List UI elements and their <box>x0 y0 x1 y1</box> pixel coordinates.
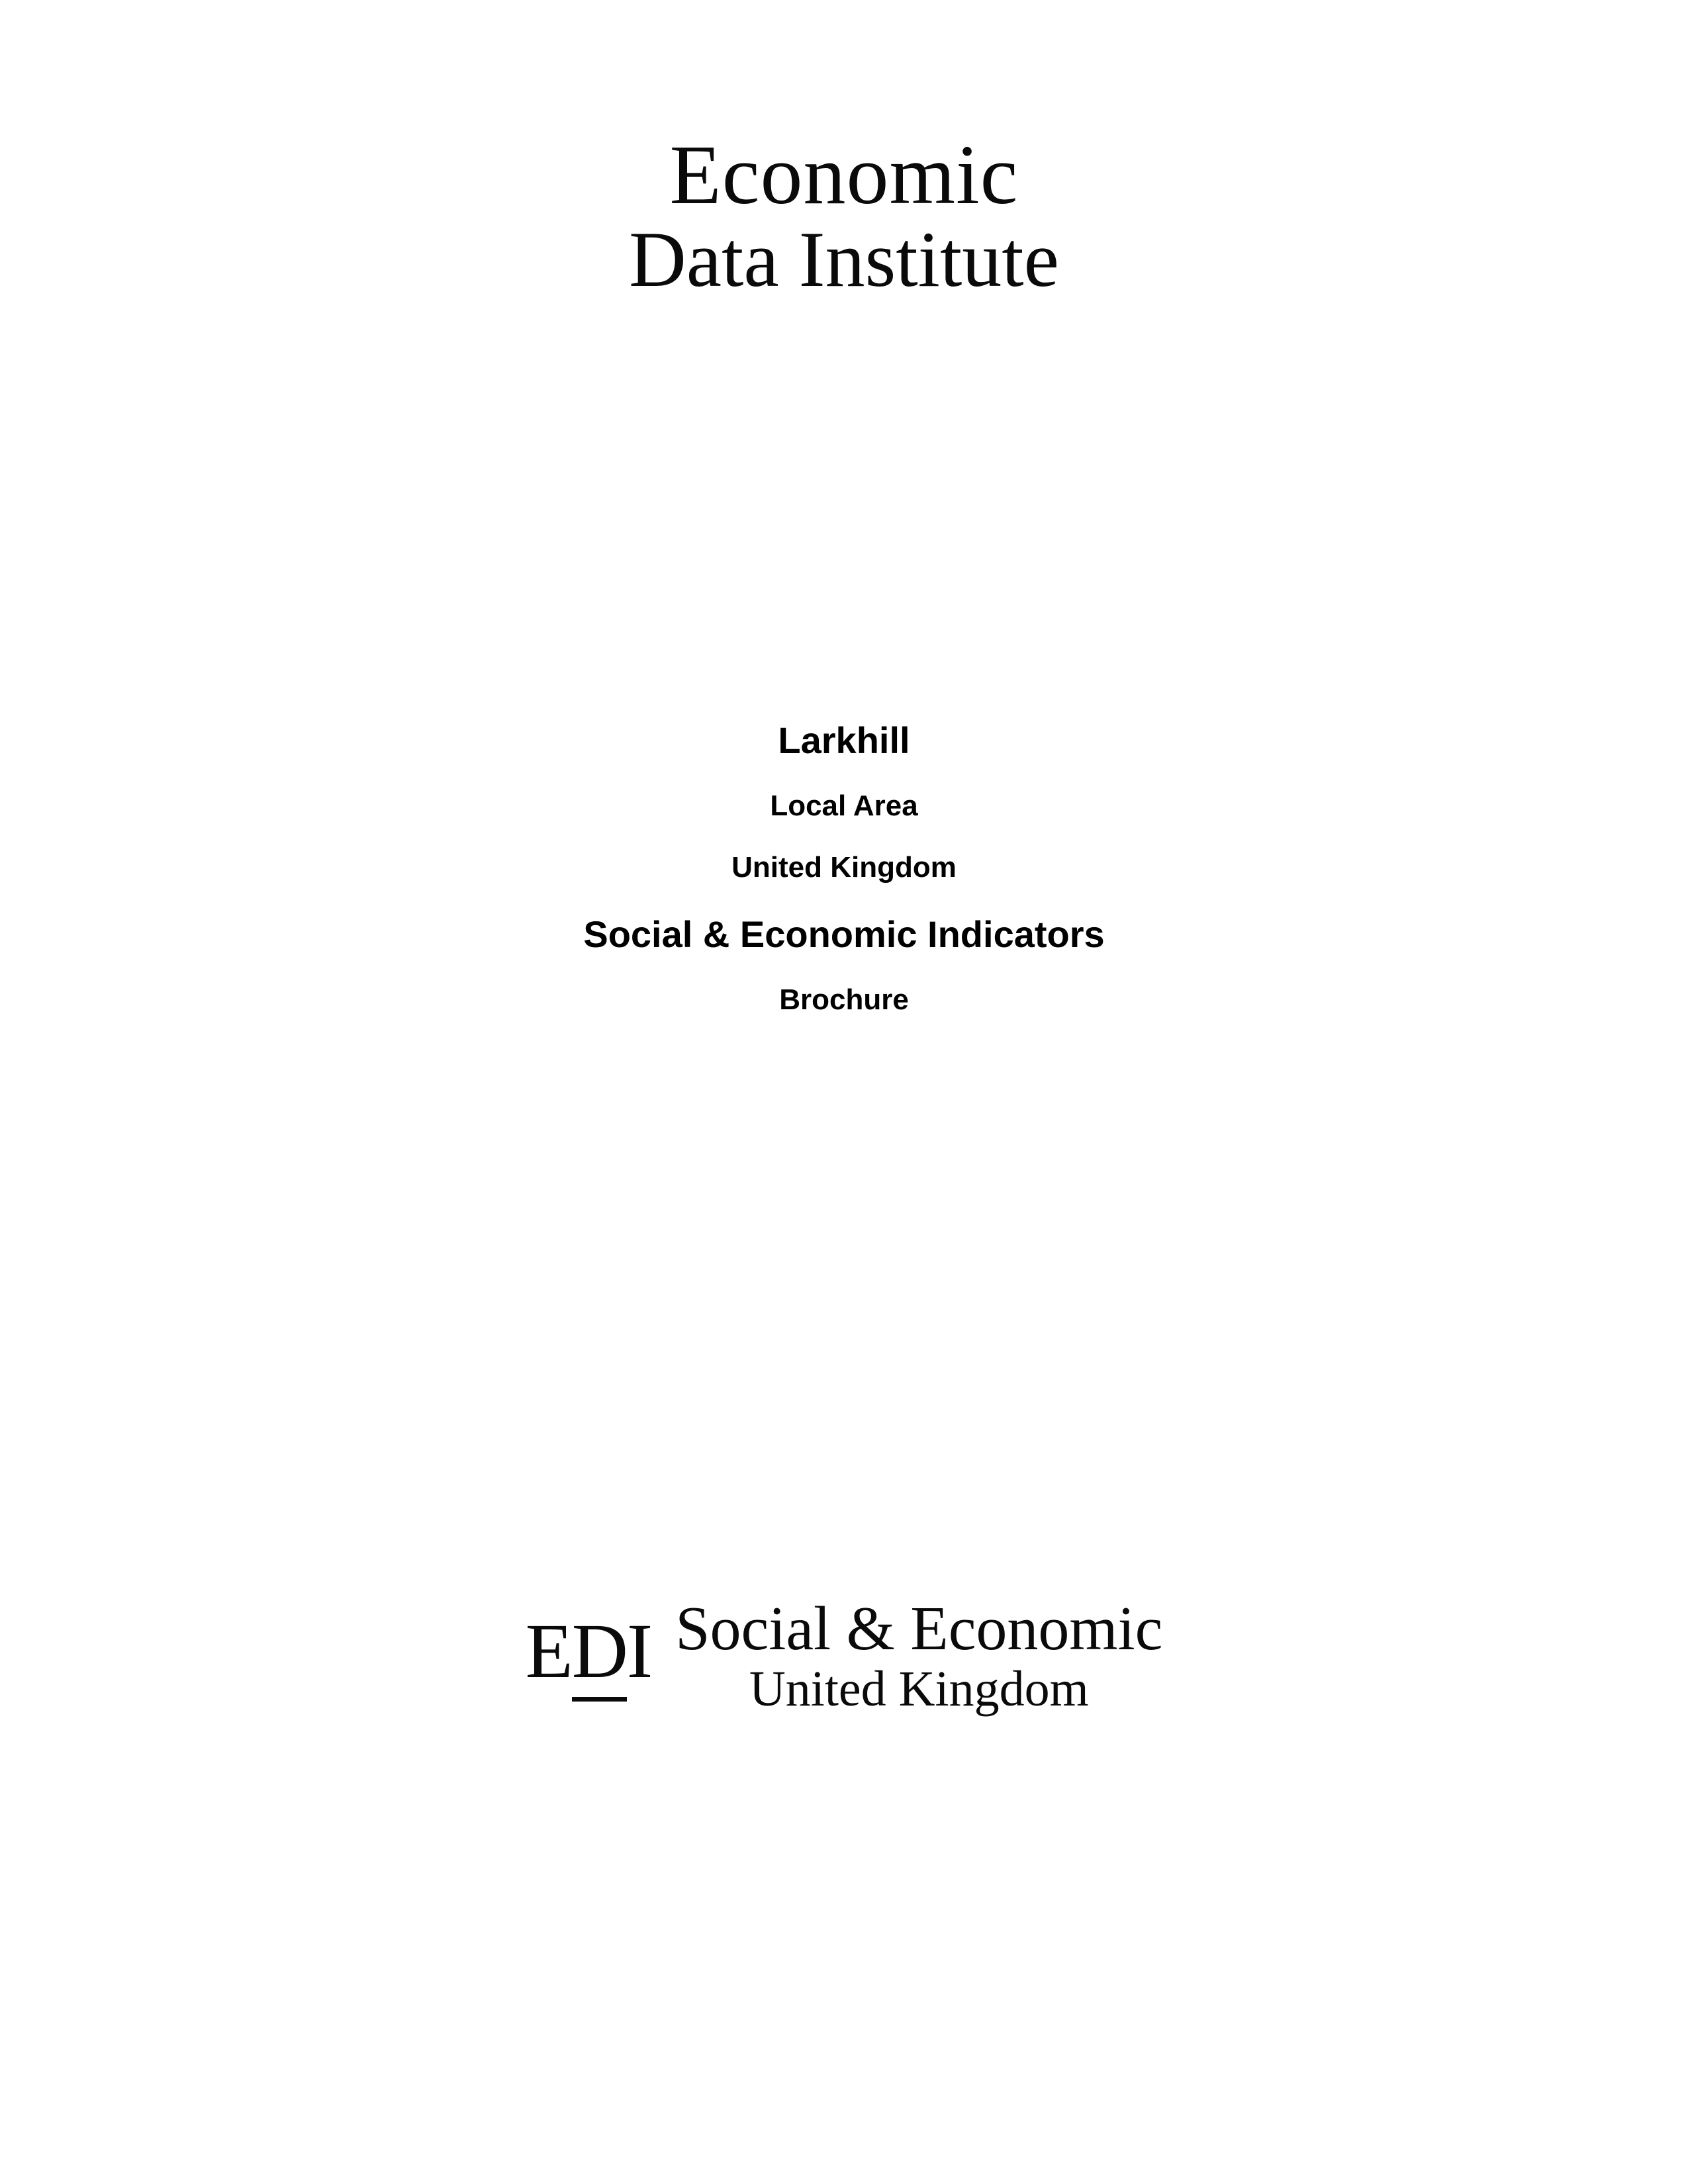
edi-monogram-d: D <box>572 1608 627 1702</box>
edi-monogram <box>525 1588 676 1694</box>
masthead-logo <box>0 128 1688 303</box>
edi-monogram-e: E <box>525 1608 572 1694</box>
area-type-label: Local Area <box>770 790 918 823</box>
masthead-line-2: Data Institute <box>629 215 1059 303</box>
page-title: Larkhill <box>778 719 910 761</box>
country-label: United Kingdom <box>731 850 957 884</box>
edi-footer-logo <box>0 1588 1688 1717</box>
subject-label: Social & Economic Indicators <box>583 913 1105 955</box>
edi-wordmark-line-1: Social & Economic <box>675 1594 1163 1663</box>
masthead-line-1: Economic <box>669 128 1019 222</box>
edi-monogram-i: I <box>626 1608 652 1694</box>
edi-wordmark-line-2: United Kingdom <box>749 1661 1089 1717</box>
document-type-label: Brochure <box>779 983 909 1016</box>
edi-wordmark <box>675 1588 1163 1717</box>
cover-title-block <box>0 718 1688 1018</box>
